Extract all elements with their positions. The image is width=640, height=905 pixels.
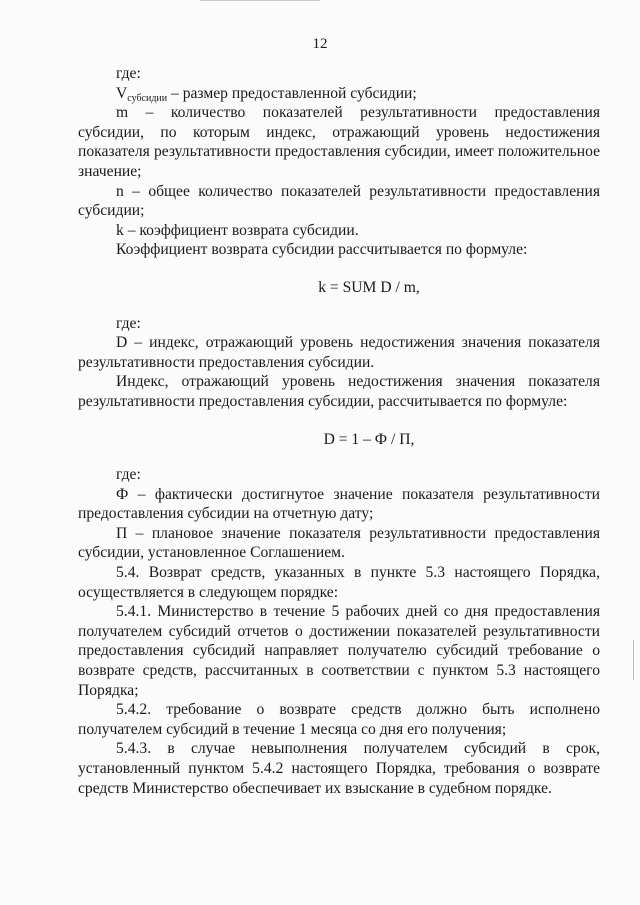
where-label: где: [116,65,141,82]
document-body [78,64,600,798]
page-number: 12 [312,36,328,52]
definition-v [78,84,600,104]
scan-edge-mark [200,0,320,1]
definition-n: n – общее количество показателей результативности предоставления субсидии; [78,182,600,220]
scan-edge-mark [633,640,634,680]
formula-d: D = 1 – Ф / П, [323,430,415,448]
clause-5-4-1: 5.4.1. Министерство в течение 5 рабочих дней со дня предоставления получателем субсидий отчетов о достижении показателей результативности предоставления субсидий направляет получателю субсидий требование о возврате средств, рассчитанных в соответствии с пунктом 5.3 настоящего Порядка; [78,603,600,699]
definition-f: Ф – фактически достигнутое значение показателя результативности предоставления субсидии на отчетную дату; [78,485,600,523]
definition-p: П – плановое значение показателя результативности предоставления субсидии, установленное Соглашением. [78,524,600,562]
definition-d: D – индекс, отражающий уровень недостижения значения показателя результативности предоставления субсидии. [78,334,600,371]
where-label: где: [116,314,141,332]
v-subscript: субсидии [127,92,168,104]
formula-k: k = SUM D / m, [318,278,420,296]
clause-5-4-3: 5.4.3. в случае невыполнения получателем субсидий в срок, установленный пунктом 5.4.2 настоящего Порядка, требования о возврате средств Министерство обеспечивает их взыскание в судебном порядке. [78,740,600,797]
where-label: где: [116,466,141,484]
clause-5-4-2: 5.4.2. требование о возврате средств должно быть исполнено получателем субсидий в течение 1 месяца со дня его получения; [78,701,600,738]
v-definition: – размер предоставленной субсидии; [167,84,417,102]
formula-intro-d: Индекс, отражающий уровень недостижения значения показателя результативности предоставления субсидии, рассчитывается по формуле: [78,373,600,410]
clause-5-4: 5.4. Возврат средств, указанных в пункте 5.3 настоящего Порядка, осуществляется в следующем порядке: [78,564,600,601]
definition-m: m – количество показателей результативности предоставления субсидии, по которым индекс, отражающий уровень недостижения показателя результативности предоставления субсидии, имеет положительное значение; [78,104,600,180]
formula-intro-k: Коэффициент возврата субсидии рассчитывается по формуле: [116,241,528,259]
v-symbol: V [116,84,128,102]
definition-k: k – коэффициент возврата субсидии. [116,221,359,239]
